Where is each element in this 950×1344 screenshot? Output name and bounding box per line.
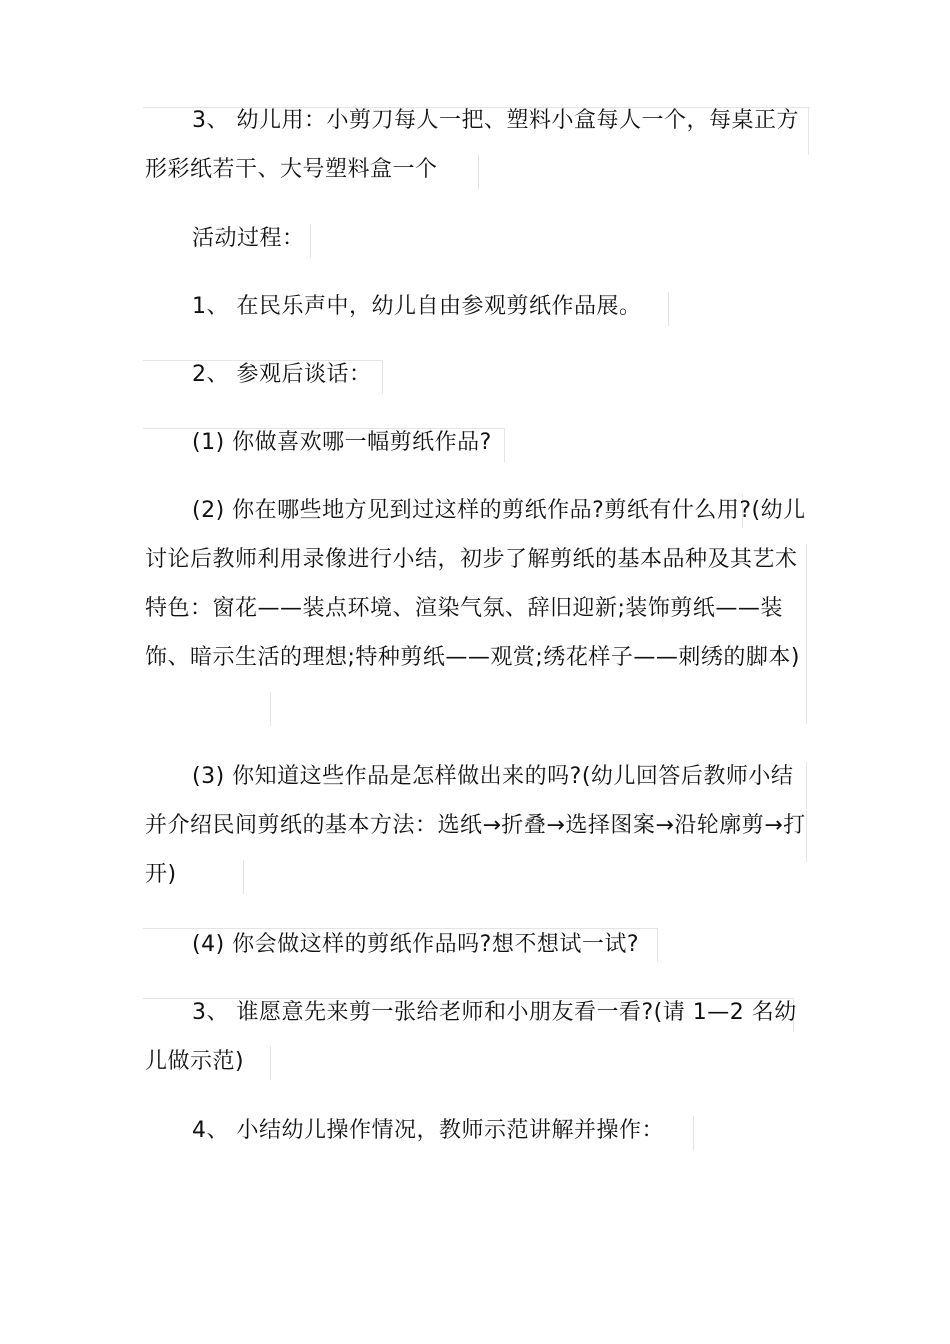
paragraph-process-heading: 活动过程： <box>192 226 305 251</box>
paragraph-step-4: 4、 小结幼儿操作情况，教师示范讲解并操作： <box>192 1118 664 1143</box>
paragraph-question-1: (1) 你做喜欢哪一幅剪纸作品? <box>192 430 492 455</box>
paragraph-materials: 3、 幼儿用：小剪刀每人一把、塑料小盒每人一个，每桌正方形彩纸若干、大号塑料盒一个 <box>145 108 799 182</box>
paragraph-step-1: 1、 在民乐声中，幼儿自由参观剪纸作品展。 <box>192 294 642 319</box>
paragraph-step-2: 2、 参观后谈话： <box>192 362 372 387</box>
guide-line <box>270 692 271 726</box>
paragraph-question-3: (3) 你知道这些作品是怎样做出来的吗?(幼儿回答后教师小结并介绍民间剪纸的基本方法：选纸→折叠→选择图案→沿轮廓剪→打开) <box>145 764 806 887</box>
paragraph-step-3: 3、 谁愿意先来剪一张给老师和小朋友看一看?(请 1—2 名幼儿做示范) <box>145 1000 797 1074</box>
paragraph-question-4: (4) 你会做这样的剪纸作品吗?想不想试一试? <box>192 932 640 957</box>
paragraph-question-2: (2) 你在哪些地方见到过这样的剪纸作品?剪纸有什么用?(幼儿讨论后教师利用录像进行小结，初步了解剪纸的基本品种及其艺术特色：窗花——装点环境、渲染气氛、辞旧迎新;装饰剪纸——装饰、暗示生活的理想;特种剪纸——观赏;绣花样子——刺绣的脚本) <box>145 498 806 670</box>
